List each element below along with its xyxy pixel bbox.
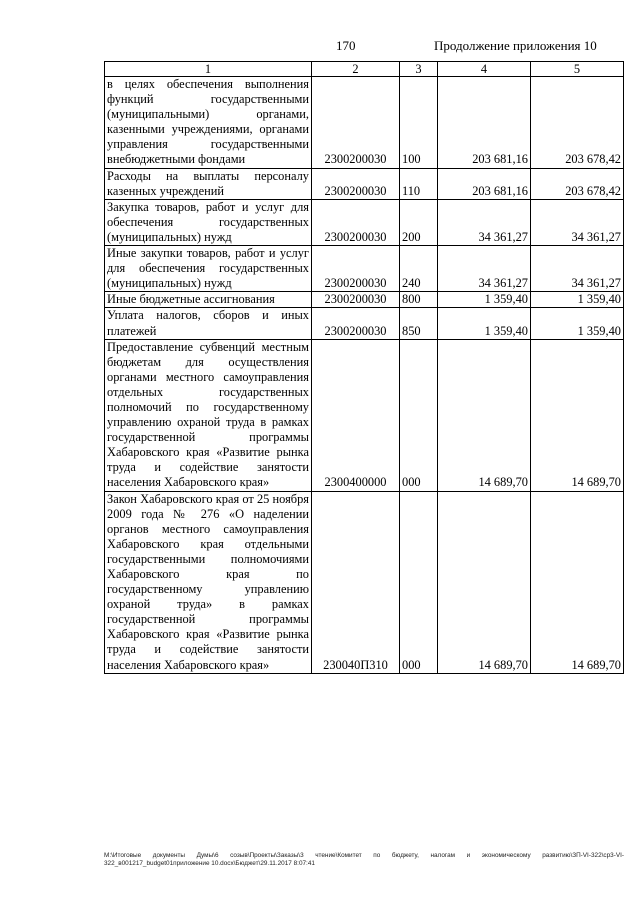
- row-sum-2: 34 361,27: [531, 199, 624, 245]
- budget-table: [104, 61, 624, 674]
- row-vr: 200: [400, 199, 438, 245]
- row-sum-1: 203 681,16: [438, 77, 531, 169]
- table-row: [105, 491, 624, 673]
- row-sum-2: 14 689,70: [531, 339, 624, 491]
- row-sum-1: 34 361,27: [438, 246, 531, 292]
- table-row: [105, 308, 624, 339]
- row-name: Предоставление субвенций местным бюджетам для осуществления органами местного самоуправления отдельных государственных полномочий по государственному управлению охраной труда в рамках государственной программы Хабаровского края «Развитие рынка труда и содействие занятости населения Хабаровского края»: [105, 339, 312, 491]
- table-row: [105, 339, 624, 491]
- column-header: 2: [312, 62, 400, 77]
- table-row: [105, 168, 624, 199]
- row-vr: 000: [400, 491, 438, 673]
- row-vr: 000: [400, 339, 438, 491]
- row-sum-2: 14 689,70: [531, 491, 624, 673]
- row-sum-2: 203 678,42: [531, 77, 624, 169]
- row-vr: 850: [400, 308, 438, 339]
- row-code: 2300200030: [312, 168, 400, 199]
- row-vr: 800: [400, 292, 438, 308]
- row-sum-2: 1 359,40: [531, 292, 624, 308]
- table-row: [105, 292, 624, 308]
- table-row: [105, 77, 624, 169]
- row-name: Закупка товаров, работ и услуг для обеспечения государственных (муниципальных) нужд: [105, 199, 312, 245]
- table-row: [105, 246, 624, 292]
- row-name: в целях обеспечения выполнения функций государственными (муниципальными) органами, казенными учреждениями, органами управления государственными внебюджетными фондами: [105, 77, 312, 169]
- row-sum-2: 34 361,27: [531, 246, 624, 292]
- row-vr: 110: [400, 168, 438, 199]
- continuation-label: Продолжение приложения 10: [434, 38, 597, 53]
- row-name: Расходы на выплаты персоналу казенных учреждений: [105, 168, 312, 199]
- row-name: Иные закупки товаров, работ и услуг для обеспечения государственных (муниципальных) нужд: [105, 246, 312, 292]
- page-number: 170: [336, 38, 356, 53]
- row-sum-1: 14 689,70: [438, 491, 531, 673]
- row-sum-2: 203 678,42: [531, 168, 624, 199]
- column-header: 1: [105, 62, 312, 77]
- column-header: 4: [438, 62, 531, 77]
- file-path-footer: М:\Итоговые документы Думы\6 созыв\Проекты\Заказы\3 чтение\Комитет по бюджету, налогам и экономическому развитию\ЗП-VI-322\ср3-VI-322_в001217_budget01приложение 10.docx\Бюджет\29.11.2017 8:07:41: [104, 852, 624, 868]
- row-vr: 100: [400, 77, 438, 169]
- page-header: [0, 38, 640, 56]
- row-code: 230040П310: [312, 491, 400, 673]
- row-sum-1: 1 359,40: [438, 308, 531, 339]
- row-code: 2300200030: [312, 292, 400, 308]
- row-name: Закон Хабаровского края от 25 ноября 2009 года № 276 «О наделении органов местного самоуправления Хабаровского края отдельными государственными полномочиями Хабаровского края по государственному управлению охраной труда» в рамках государственной программы Хабаровского края «Развитие рынка труда и содействие занятости населения Хабаровского края»: [105, 491, 312, 673]
- table-row: [105, 199, 624, 245]
- row-vr: 240: [400, 246, 438, 292]
- row-sum-1: 34 361,27: [438, 199, 531, 245]
- table-header-row: [105, 62, 624, 77]
- row-name: Уплата налогов, сборов и иных платежей: [105, 308, 312, 339]
- row-code: 2300200030: [312, 199, 400, 245]
- row-sum-1: 1 359,40: [438, 292, 531, 308]
- row-name: Иные бюджетные ассигнования: [105, 292, 312, 308]
- row-sum-1: 14 689,70: [438, 339, 531, 491]
- row-sum-1: 203 681,16: [438, 168, 531, 199]
- row-code: 2300200030: [312, 246, 400, 292]
- column-header: 5: [531, 62, 624, 77]
- column-header: 3: [400, 62, 438, 77]
- row-sum-2: 1 359,40: [531, 308, 624, 339]
- row-code: 2300200030: [312, 308, 400, 339]
- row-code: 2300200030: [312, 77, 400, 169]
- row-code: 2300400000: [312, 339, 400, 491]
